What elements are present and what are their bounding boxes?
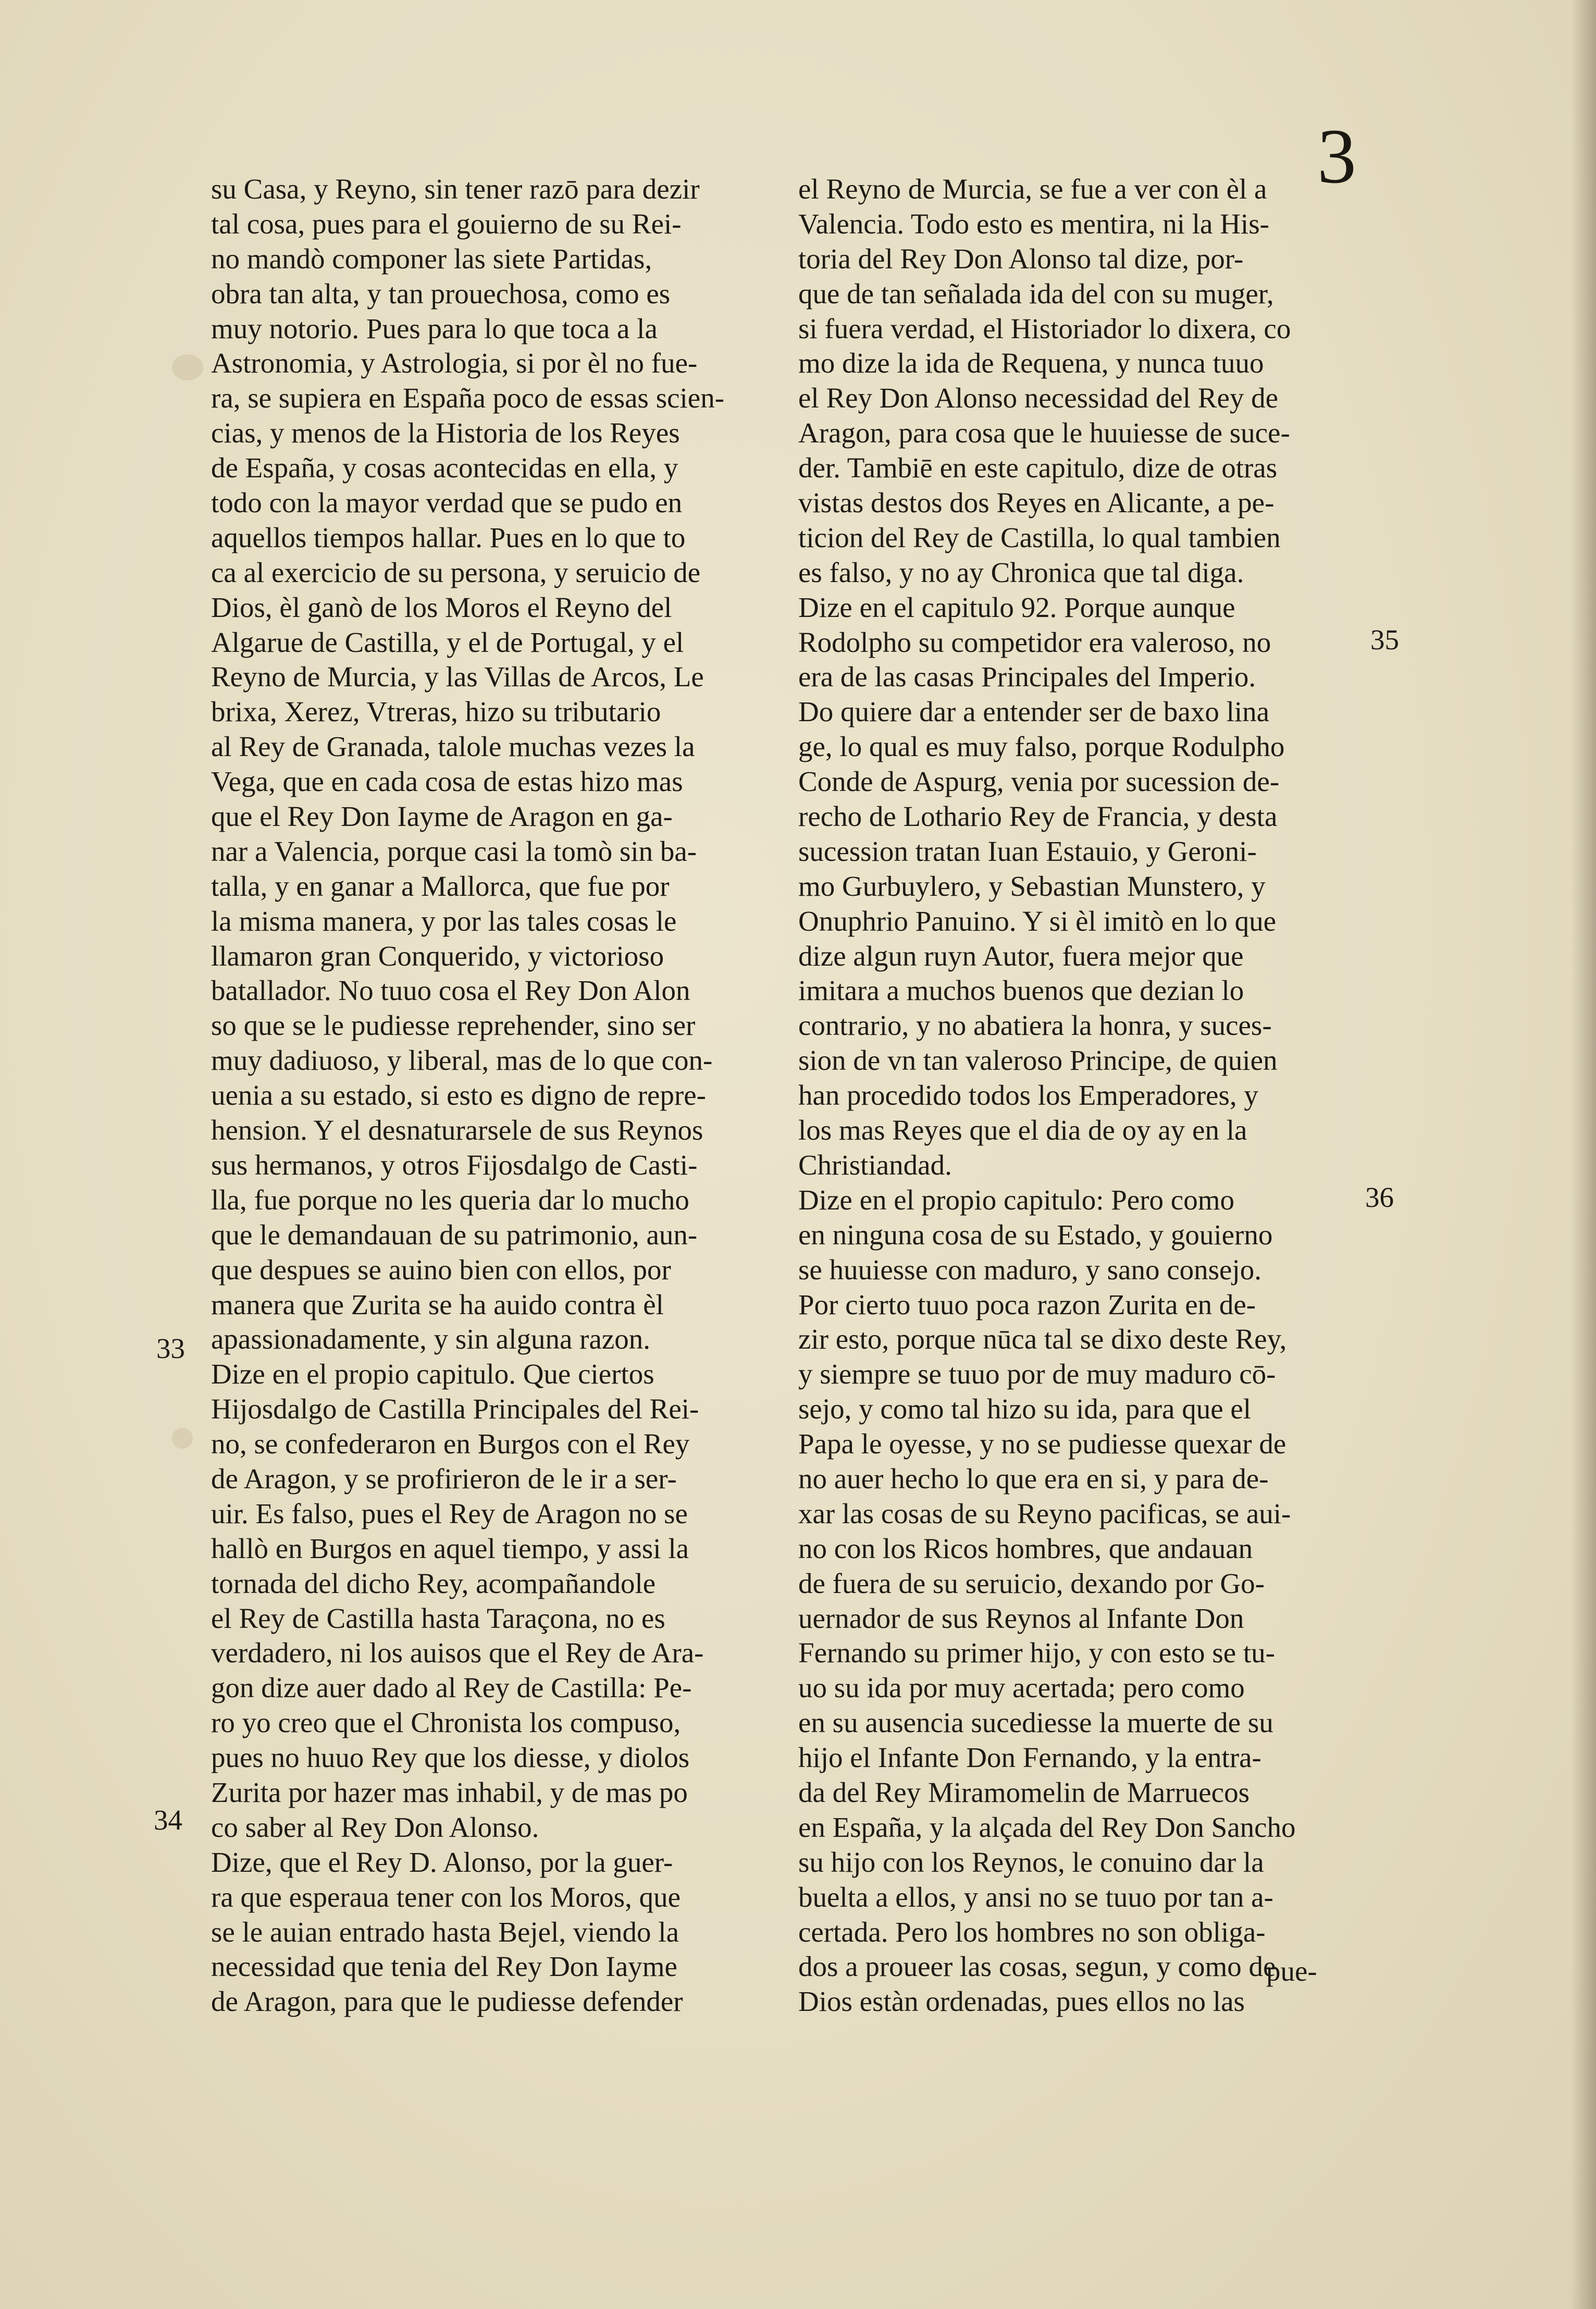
text-line: dos a proueer las cosas, segun, y como de xyxy=(798,1950,1276,1983)
text-line: muy dadiuoso, y liberal, mas de lo que con- xyxy=(211,1044,713,1077)
text-line: el Rey de Castilla hasta Taraçona, no es xyxy=(211,1602,665,1634)
text-line: de Aragon, para que le pudiesse defender xyxy=(211,1985,683,2018)
paper-stain xyxy=(172,1428,193,1449)
text-line: si fuera verdad, el Historiador lo dixera, co xyxy=(798,312,1291,344)
text-line: Dios, èl ganò de los Moros el Reyno del xyxy=(211,591,672,623)
text-line: en España, y la alçada del Rey Don Sancho xyxy=(798,1811,1296,1843)
text-line: Do quiere dar a entender ser de baxo lina xyxy=(798,696,1270,728)
text-line: Dize en el capitulo 92. Porque aunque xyxy=(798,591,1235,623)
text-line: nar a Valencia, porque casi la tomò sin ba- xyxy=(211,835,697,867)
text-line: el Rey Don Alonso necessidad del Rey de xyxy=(798,382,1279,414)
text-line: imitara a muchos buenos que dezian lo xyxy=(798,974,1244,1007)
left-text-column xyxy=(211,172,776,2019)
text-line: manera que Zurita se ha auido contra èl xyxy=(211,1288,664,1320)
text-line: xar las cosas de su Reyno pacificas, se aui- xyxy=(798,1497,1291,1529)
text-line: tornada del dicho Rey, acompañandole xyxy=(211,1567,656,1599)
text-line: no, se confederaron en Burgos con el Rey xyxy=(211,1428,690,1460)
text-line: tal cosa, pues para el gouierno de su Rei- xyxy=(211,207,682,240)
text-line: ge, lo qual es muy falso, porque Rodulpho xyxy=(798,731,1285,763)
text-line: de España, y cosas acontecidas en ella, y xyxy=(211,452,678,484)
text-line: gon dize auer dado al Rey de Castilla: Pe- xyxy=(211,1672,692,1704)
text-line: no con los Ricos hombres, que andauan xyxy=(798,1532,1253,1564)
text-line: der. Tambiē en este capitulo, dize de otras xyxy=(798,452,1278,484)
text-line: Aragon, para cosa que le huuiesse de suce- xyxy=(798,417,1290,449)
text-line: no mandò componer las siete Partidas, xyxy=(211,242,652,275)
text-line: de fuera de su seruicio, dexando por Go- xyxy=(798,1567,1265,1599)
text-line: Conde de Aspurg, venia por sucession de- xyxy=(798,765,1280,798)
text-line: el Reyno de Murcia, se fue a ver con èl a xyxy=(798,173,1267,205)
text-line: la misma manera, y por las tales cosas le xyxy=(211,905,677,937)
text-line: buelta a ellos, y ansi no se tuuo por tan a- xyxy=(798,1881,1273,1913)
text-line: es falso, y no ay Chronica que tal diga. xyxy=(798,556,1244,588)
text-line: sucession tratan Iuan Estauio, y Geroni- xyxy=(798,835,1257,867)
text-line: que de tan señalada ida del con su muger, xyxy=(798,277,1274,310)
text-line: mo dize la ida de Requena, y nunca tuuo xyxy=(798,347,1264,379)
text-line: uo su ida por muy acertada; pero como xyxy=(798,1672,1245,1704)
text-line: que despues se auino bien con ellos, por xyxy=(211,1253,671,1286)
text-line: hension. Y el desnaturarsele de sus Reynos xyxy=(211,1114,703,1146)
text-line: se huuiesse con maduro, y sano consejo. xyxy=(798,1253,1261,1286)
text-line: Fernando su primer hijo, y con esto se tu- xyxy=(798,1637,1275,1669)
text-line: Valencia. Todo esto es mentira, ni la His- xyxy=(798,207,1269,240)
margin-number-36: 36 xyxy=(1365,1181,1394,1213)
text-line: los mas Reyes que el dia de oy ay en la xyxy=(798,1114,1247,1146)
text-line: certada. Pero los hombres no son obliga- xyxy=(798,1916,1266,1948)
text-line: Christiandad. xyxy=(798,1149,952,1181)
text-line: todo con la mayor verdad que se pudo en xyxy=(211,487,683,519)
right-text-column xyxy=(798,172,1364,2019)
text-line: toria del Rey Don Alonso tal dize, por- xyxy=(798,242,1244,275)
text-line: en su ausencia sucediesse la muerte de su xyxy=(798,1707,1273,1739)
margin-number-35: 35 xyxy=(1370,624,1399,656)
text-line: que el Rey Don Iayme de Aragon en ga- xyxy=(211,800,673,833)
text-line: en ninguna cosa de su Estado, y gouierno xyxy=(798,1218,1273,1251)
text-line: Dize, que el Rey D. Alonso, por la guer- xyxy=(211,1846,673,1878)
text-line: cias, y menos de la Historia de los Reyes xyxy=(211,417,680,449)
text-line: Algarue de Castilla, y el de Portugal, y el xyxy=(211,626,684,658)
text-line: contrario, y no abatiera la honra, y suces- xyxy=(798,1009,1272,1042)
margin-number-34: 34 xyxy=(154,1804,182,1836)
text-line: al Rey de Granada, talole muchas vezes la xyxy=(211,731,695,763)
text-line: llamaron gran Conquerido, y victorioso xyxy=(211,940,664,972)
text-line: Por cierto tuuo poca razon Zurita en de- xyxy=(798,1288,1256,1320)
margin-number-33: 33 xyxy=(156,1332,185,1364)
page-number: 3 xyxy=(1317,113,1356,200)
text-line: recho de Lothario Rey de Francia, y desta xyxy=(798,800,1278,833)
text-line: brixa, Xerez, Vtreras, hizo su tributario xyxy=(211,696,661,728)
text-line: ra que esperaua tener con los Moros, que xyxy=(211,1881,681,1913)
text-line: Vega, que en cada cosa de estas hizo mas xyxy=(211,765,683,798)
text-line: zir esto, porque nūca tal se dixo deste Rey, xyxy=(798,1323,1287,1355)
text-line: uernador de sus Reynos al Infante Don xyxy=(798,1602,1244,1634)
text-line: de Aragon, y se profirieron de le ir a ser- xyxy=(211,1462,677,1495)
text-line: uenia a su estado, si esto es digno de repre- xyxy=(211,1079,706,1112)
text-line: Zurita por hazer mas inhabil, y de mas po xyxy=(211,1776,688,1808)
text-line: so que se le pudiesse reprehender, sino ser xyxy=(211,1009,696,1042)
text-line: Papa le oyesse, y no se pudiesse quexar de xyxy=(798,1428,1286,1460)
text-line: Reyno de Murcia, y las Villas de Arcos, Le xyxy=(211,661,704,693)
text-line: co saber al Rey Don Alonso. xyxy=(211,1811,539,1843)
text-line: obra tan alta, y tan prouechosa, como es xyxy=(211,277,671,310)
text-line: sejo, y como tal hizo su ida, para que el xyxy=(798,1393,1252,1425)
text-line: ra, se supiera en España poco de essas scien- xyxy=(211,382,725,414)
text-line: muy notorio. Pues para lo que toca a la xyxy=(211,312,658,344)
text-line: Rodolpho su competidor era valeroso, no xyxy=(798,626,1271,658)
text-line: se le auian entrado hasta Bejel, viendo la xyxy=(211,1916,679,1948)
text-line: aquellos tiempos hallar. Pues en lo que to xyxy=(211,521,686,553)
text-line: apassionadamente, y sin alguna razon. xyxy=(211,1323,651,1355)
text-line: su Casa, y Reyno, sin tener razō para dezir xyxy=(211,173,700,205)
text-line: hijo el Infante Don Fernando, y la entra- xyxy=(798,1742,1261,1774)
text-line: talla, y en ganar a Mallorca, que fue por xyxy=(211,870,670,902)
text-line: batallador. No tuuo cosa el Rey Don Alon xyxy=(211,974,690,1007)
text-line: hallò en Burgos en aquel tiempo, y assi la xyxy=(211,1532,689,1564)
catchword: pue- xyxy=(1266,1955,1317,1987)
text-line: da del Rey Miramomelin de Marruecos xyxy=(798,1776,1249,1808)
text-line: Astronomia, y Astrologia, si por èl no fue- xyxy=(211,347,698,379)
text-line: Dios estàn ordenadas, pues ellos no las xyxy=(798,1985,1245,2018)
text-line: era de las casas Principales del Imperio. xyxy=(798,661,1256,693)
text-line: Hijosdalgo de Castilla Principales del Rei- xyxy=(211,1393,699,1425)
text-line: ro yo creo que el Chronista los compuso, xyxy=(211,1707,681,1739)
text-line: vistas destos dos Reyes en Alicante, a pe- xyxy=(798,487,1275,519)
text-line: ca al exercicio de su persona, y seruicio de xyxy=(211,556,701,588)
text-line: mo Gurbuylero, y Sebastian Munstero, y xyxy=(798,870,1266,902)
text-line: Dize en el propio capitulo. Que ciertos xyxy=(211,1358,654,1390)
text-line: no auer hecho lo que era en si, y para de- xyxy=(798,1462,1269,1495)
page-edge-shadow xyxy=(1571,0,1596,2309)
text-line: Dize en el propio capitulo: Pero como xyxy=(798,1183,1234,1216)
text-line: dize algun ruyn Autor, fuera mejor que xyxy=(798,940,1244,972)
text-line: Onuphrio Panuino. Y si èl imitò en lo que xyxy=(798,905,1277,937)
text-line: su hijo con los Reynos, le conuino dar la xyxy=(798,1846,1264,1878)
text-line: que le demandauan de su patrimonio, aun- xyxy=(211,1218,698,1251)
paper-stain xyxy=(172,354,203,380)
text-line: necessidad que tenia del Rey Don Iayme xyxy=(211,1950,677,1983)
text-line: uir. Es falso, pues el Rey de Aragon no se xyxy=(211,1497,688,1529)
text-line: han procedido todos los Emperadores, y xyxy=(798,1079,1258,1112)
text-line: ticion del Rey de Castilla, lo qual tambien xyxy=(798,521,1281,553)
text-line: verdadero, ni los auisos que el Rey de Ara- xyxy=(211,1637,704,1669)
text-line: lla, fue porque no les queria dar lo mucho xyxy=(211,1183,689,1216)
text-line: sion de vn tan valeroso Principe, de quien xyxy=(798,1044,1278,1077)
text-line: y siempre se tuuo por de muy maduro cō- xyxy=(798,1358,1276,1390)
text-line: sus hermanos, y otros Fijosdalgo de Casti- xyxy=(211,1149,698,1181)
text-line: pues no huuo Rey que los diesse, y diolos xyxy=(211,1742,690,1774)
